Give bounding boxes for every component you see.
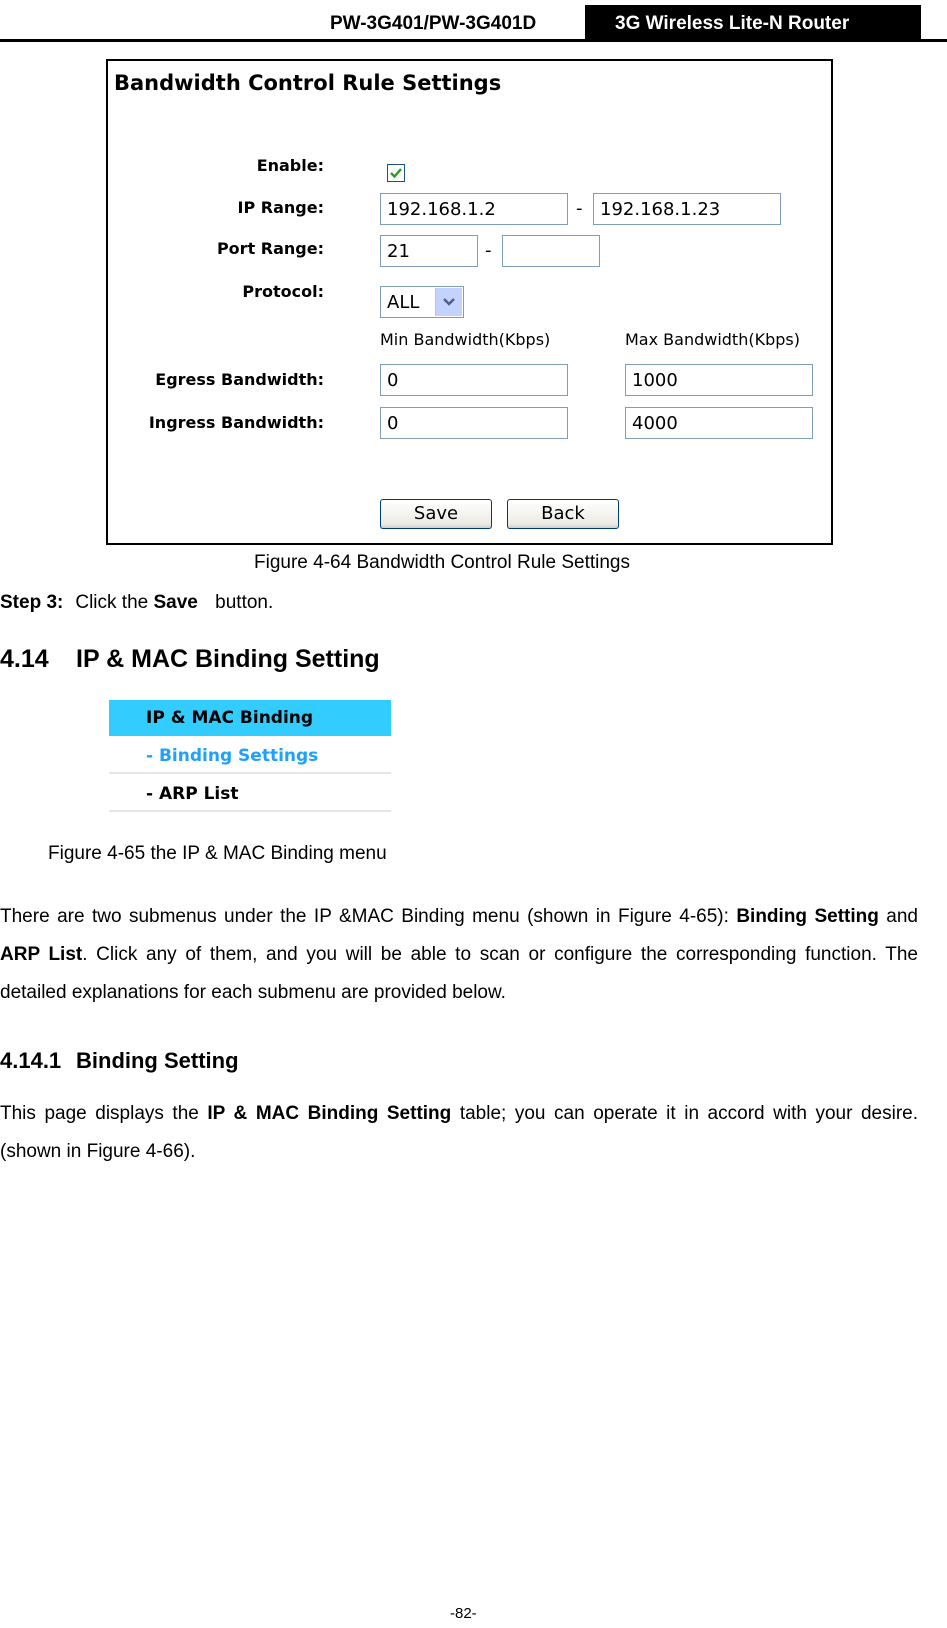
ip-mac-binding-menu bbox=[109, 700, 391, 816]
ip-start-input[interactable]: 192.168.1.2 bbox=[380, 193, 568, 225]
max-bandwidth-header: Max Bandwidth(Kbps) bbox=[625, 330, 800, 349]
egress-label: Egress Bandwidth: bbox=[155, 370, 324, 389]
binding-settings-label: - Binding Settings bbox=[146, 746, 319, 766]
menu-item-binding-settings[interactable] bbox=[109, 738, 391, 774]
menu-header-label: IP & MAC Binding bbox=[146, 708, 314, 728]
step-bold: Save bbox=[153, 592, 198, 613]
subsection-number: 4.14.1 bbox=[0, 1048, 62, 1073]
ingress-label: Ingress Bandwidth: bbox=[148, 413, 324, 432]
para1-text-2: and bbox=[878, 906, 918, 927]
menu-item-arp-list[interactable] bbox=[109, 776, 391, 812]
ip-end-input[interactable]: 192.168.1.23 bbox=[593, 193, 781, 225]
para1-bold-2: ARP List bbox=[0, 944, 83, 965]
step-3 bbox=[0, 592, 273, 614]
min-bandwidth-header: Min Bandwidth(Kbps) bbox=[380, 330, 551, 349]
ingress-max-input[interactable]: 4000 bbox=[625, 407, 813, 439]
subsection-heading bbox=[0, 1048, 239, 1074]
checkmark-icon bbox=[389, 166, 403, 180]
binding-setting-paragraph bbox=[0, 1095, 918, 1171]
para2-text-1: This page displays the bbox=[0, 1103, 208, 1124]
model-name: PW-3G401/PW-3G401D bbox=[330, 13, 537, 34]
save-button[interactable]: Save bbox=[380, 499, 492, 529]
step-text-1: Click the bbox=[75, 592, 154, 613]
enable-label: Enable: bbox=[256, 156, 324, 175]
figure-caption-4-65: Figure 4-65 the IP & MAC Binding menu bbox=[48, 843, 387, 864]
chevron-down-icon bbox=[443, 297, 455, 307]
para1-bold-1: Binding Setting bbox=[736, 906, 879, 927]
port-end-input[interactable] bbox=[502, 235, 600, 267]
menu-item-ip-mac-binding[interactable] bbox=[109, 700, 391, 736]
port-range-dash: - bbox=[485, 240, 492, 261]
para2-bold-1: IP & MAC Binding Setting bbox=[207, 1103, 452, 1124]
subsection-title: Binding Setting bbox=[76, 1048, 239, 1073]
header-rule bbox=[0, 39, 947, 42]
protocol-value: ALL bbox=[387, 292, 420, 313]
dropdown-arrow[interactable] bbox=[435, 288, 462, 316]
port-range-label: Port Range: bbox=[216, 239, 324, 258]
intro-paragraph bbox=[0, 898, 918, 1012]
protocol-label: Protocol: bbox=[242, 282, 324, 301]
page-header bbox=[0, 0, 947, 42]
step-label: Step 3: bbox=[0, 592, 64, 613]
page-number: -82- bbox=[450, 1605, 477, 1622]
ip-range-dash: - bbox=[576, 198, 583, 219]
product-name: 3G Wireless Lite-N Router bbox=[615, 13, 850, 34]
egress-max-input[interactable]: 1000 bbox=[625, 364, 813, 396]
bandwidth-rule-settings-panel bbox=[106, 59, 833, 545]
egress-min-input[interactable]: 0 bbox=[380, 364, 568, 396]
section-title: IP & MAC Binding Setting bbox=[76, 645, 380, 673]
section-number: 4.14 bbox=[0, 645, 49, 673]
step-text-2: button. bbox=[209, 592, 274, 613]
para2-text-2: table; you can operate it in accord with your desire. (shown in Figure 4-66). bbox=[0, 1103, 918, 1162]
back-button[interactable]: Back bbox=[507, 499, 619, 529]
ingress-min-input[interactable]: 0 bbox=[380, 407, 568, 439]
ip-range-label: IP Range: bbox=[237, 198, 324, 217]
enable-checkbox[interactable] bbox=[387, 164, 405, 182]
section-heading bbox=[0, 645, 380, 674]
panel-title: Bandwidth Control Rule Settings bbox=[114, 71, 502, 95]
figure-caption-4-64: Figure 4-64 Bandwidth Control Rule Settings bbox=[254, 552, 630, 573]
protocol-select[interactable] bbox=[380, 286, 464, 318]
arp-list-label: - ARP List bbox=[146, 784, 239, 804]
para1-text-3: . Click any of them, and you will be able to scan or configure the corresponding function. The detailed explanations for each submenu are provided below. bbox=[0, 944, 918, 1003]
port-start-input[interactable]: 21 bbox=[380, 235, 478, 267]
para1-text-1: There are two submenus under the IP &MAC Binding menu (shown in Figure 4-65): bbox=[0, 906, 737, 927]
